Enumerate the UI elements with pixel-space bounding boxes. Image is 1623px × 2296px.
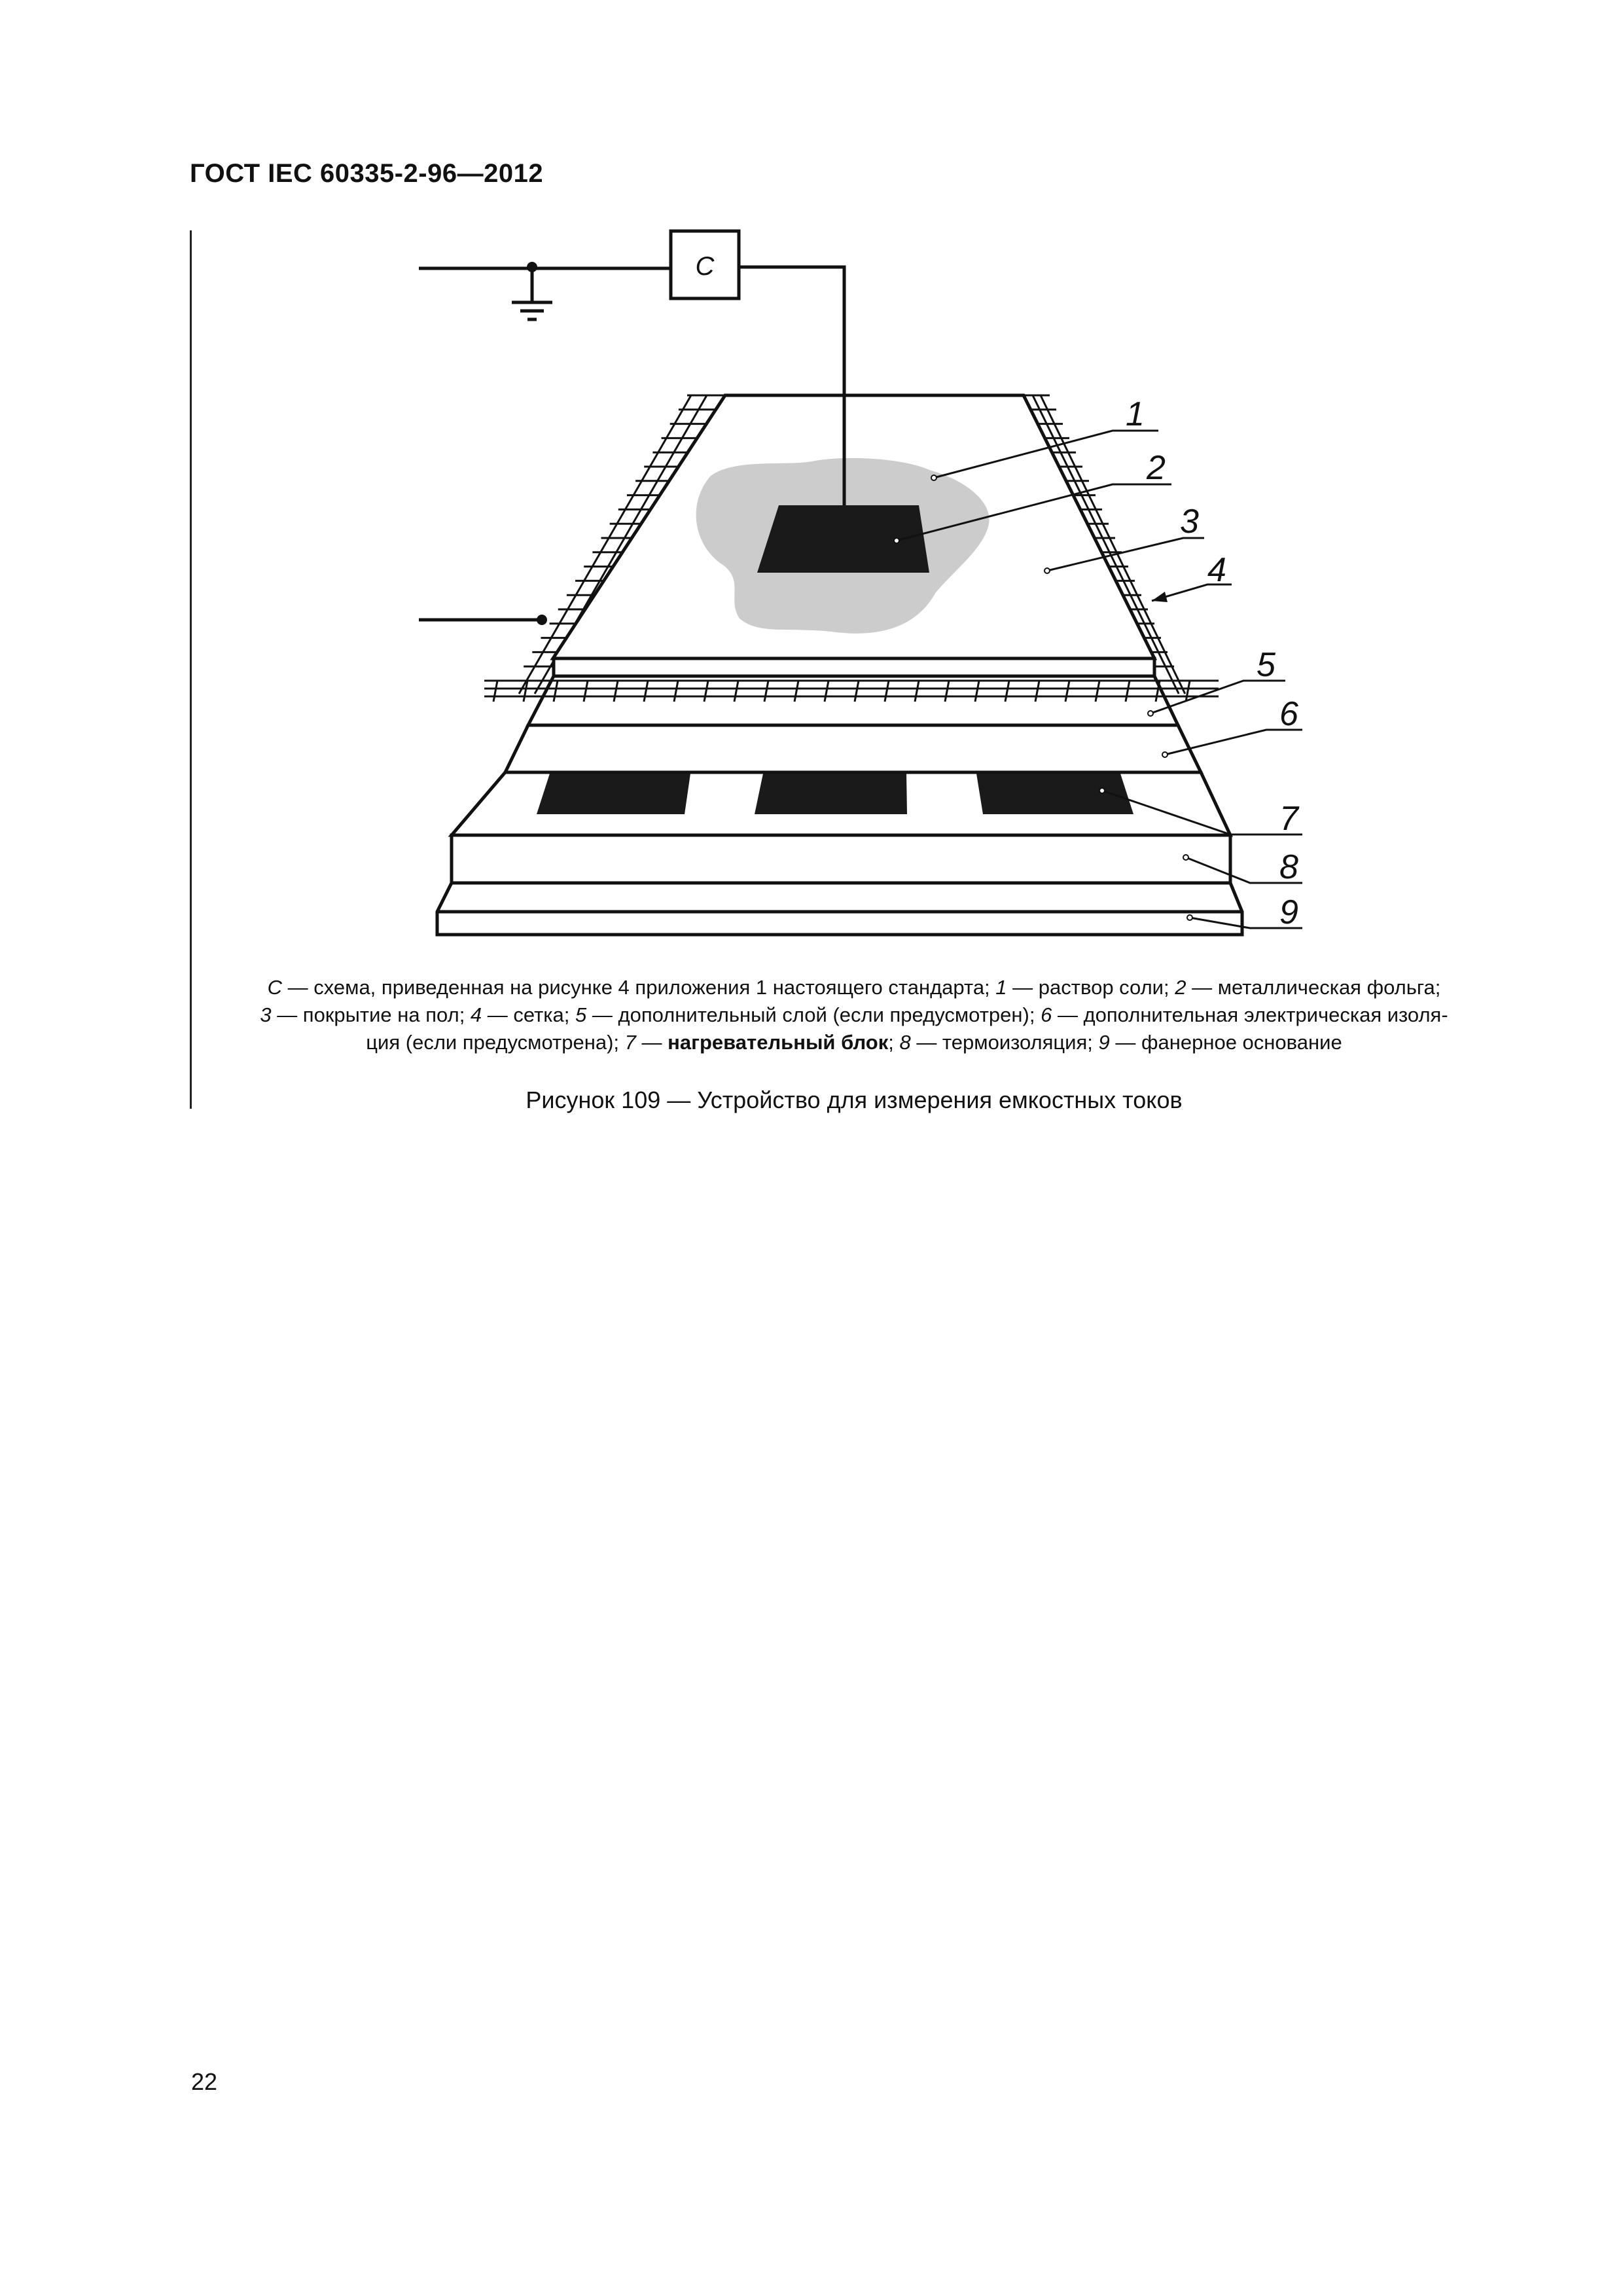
figure-109 xyxy=(419,223,1335,942)
legend-text-3: — покрытие на пол; xyxy=(271,1003,471,1026)
callout-2: 2 xyxy=(1147,449,1166,487)
legend-line-2 xyxy=(209,1001,1499,1029)
callout-4: 4 xyxy=(1207,551,1226,589)
plywood-base xyxy=(437,883,1242,935)
legend-key-4: 4 xyxy=(470,1003,482,1026)
legend-key-5: 5 xyxy=(575,1003,587,1026)
callout-9: 9 xyxy=(1279,893,1298,931)
mesh-junction-dot xyxy=(537,615,547,625)
legend-key-1: 1 xyxy=(995,976,1007,999)
legend-key-2: 2 xyxy=(1175,976,1186,999)
legend-dash-7: — xyxy=(635,1031,668,1054)
legend-line-3 xyxy=(209,1029,1499,1056)
callout-8: 8 xyxy=(1279,848,1298,886)
ground-junction-dot xyxy=(527,262,537,272)
legend-text-7: нагревательный блок xyxy=(668,1031,889,1054)
legend-text-6-cont: ция (если предусмотрена); xyxy=(366,1031,625,1054)
floor-covering-edge xyxy=(554,658,1154,676)
page-number: 22 xyxy=(191,2068,218,2095)
legend-key-9: 9 xyxy=(1098,1031,1110,1054)
legend-text-5: — дополнительный слой (если предусмотрен); xyxy=(586,1003,1041,1026)
heating-element-1 xyxy=(537,774,690,814)
figure-caption: Рисунок 109 — Устройство для измерения емкостных токов xyxy=(526,1086,1183,1113)
legend-key-7: 7 xyxy=(624,1031,636,1054)
callout-6: 6 xyxy=(1279,695,1298,733)
legend-text-1: — раствор соли; xyxy=(1007,976,1175,999)
legend-text-9: — фанерное основание xyxy=(1109,1031,1342,1054)
mesh-wire xyxy=(1186,681,1190,702)
capacitive-current-apparatus-diagram xyxy=(419,223,1335,942)
legend-key-6: 6 xyxy=(1041,1003,1052,1026)
box-label: C xyxy=(695,252,715,281)
legend-text-2: — металлическая фольга; xyxy=(1186,976,1441,999)
callout-1: 1 xyxy=(1126,395,1145,433)
callout-5: 5 xyxy=(1257,646,1275,684)
legend-text-6: — дополнительная электрическая изоля- xyxy=(1052,1003,1448,1026)
legend-key-8: 8 xyxy=(899,1031,911,1054)
callout-3: 3 xyxy=(1180,503,1199,541)
legend-line-1 xyxy=(209,974,1499,1001)
legend-text-4: — сетка; xyxy=(482,1003,576,1026)
thermal-insulation xyxy=(452,835,1230,883)
callout-7: 7 xyxy=(1279,800,1298,838)
document-header: ГОСТ IEC 60335-2-96—2012 xyxy=(190,159,544,188)
legend-text-8: — термоизоляция; xyxy=(910,1031,1099,1054)
heating-element-2 xyxy=(755,774,907,814)
margin-rule xyxy=(190,230,192,1109)
additional-insulation xyxy=(505,725,1201,772)
legend-text-c: — схема, приведенная на рисунке 4 приложения 1 настоящего стандарта; xyxy=(282,976,996,999)
legend-sep-7: ; xyxy=(888,1031,900,1054)
figure-legend xyxy=(209,974,1499,1056)
legend-key-3: 3 xyxy=(260,1003,272,1026)
legend-key-c: C xyxy=(267,976,283,999)
mesh-wire xyxy=(493,681,497,702)
arrow-head-4 xyxy=(1152,592,1168,602)
additional-layer xyxy=(528,676,1178,725)
